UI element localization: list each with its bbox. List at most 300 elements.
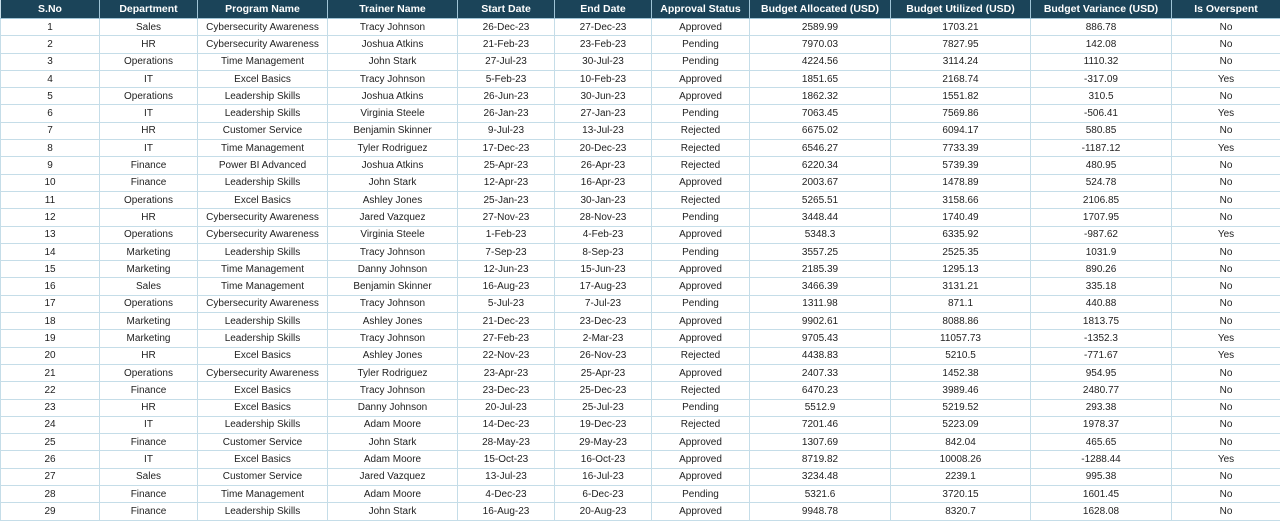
approval-status-cell[interactable]: Rejected (652, 140, 750, 157)
budget-allocated-cell[interactable]: 4438.83 (750, 347, 891, 364)
program-name-cell[interactable]: Excel Basics (198, 451, 328, 468)
approval-status-cell[interactable]: Rejected (652, 122, 750, 139)
column-header-sno[interactable]: S.No (1, 0, 100, 19)
program-name-cell[interactable]: Time Management (198, 261, 328, 278)
column-header-start-date[interactable]: Start Date (458, 0, 555, 19)
budget-allocated-cell[interactable]: 2589.99 (750, 19, 891, 36)
approval-status-cell[interactable]: Pending (652, 243, 750, 260)
trainer-name-cell[interactable]: John Stark (328, 53, 458, 70)
end-date-cell[interactable]: 7-Jul-23 (555, 295, 652, 312)
budget-utilized-cell[interactable]: 2168.74 (891, 70, 1031, 87)
is-overspent-cell[interactable]: No (1172, 243, 1280, 260)
column-header-budget-allocated[interactable]: Budget Allocated (USD) (750, 0, 891, 19)
trainer-name-cell[interactable]: Tyler Rodriguez (328, 140, 458, 157)
budget-utilized-cell[interactable]: 6094.17 (891, 122, 1031, 139)
trainer-name-cell[interactable]: Benjamin Skinner (328, 122, 458, 139)
end-date-cell[interactable]: 29-May-23 (555, 434, 652, 451)
column-header-budget-utilized[interactable]: Budget Utilized (USD) (891, 0, 1031, 19)
budget-utilized-cell[interactable]: 11057.73 (891, 330, 1031, 347)
sno-cell[interactable]: 22 (1, 382, 100, 399)
budget-variance-cell[interactable]: 1110.32 (1031, 53, 1172, 70)
program-name-cell[interactable]: Cybersecurity Awareness (198, 36, 328, 53)
budget-allocated-cell[interactable]: 3466.39 (750, 278, 891, 295)
approval-status-cell[interactable]: Approved (652, 434, 750, 451)
budget-variance-cell[interactable]: 1601.45 (1031, 486, 1172, 503)
budget-variance-cell[interactable]: 890.26 (1031, 261, 1172, 278)
budget-variance-cell[interactable]: 142.08 (1031, 36, 1172, 53)
program-name-cell[interactable]: Cybersecurity Awareness (198, 295, 328, 312)
budget-allocated-cell[interactable]: 6220.34 (750, 157, 891, 174)
end-date-cell[interactable]: 30-Jan-23 (555, 191, 652, 208)
budget-variance-cell[interactable]: -1352.3 (1031, 330, 1172, 347)
end-date-cell[interactable]: 25-Dec-23 (555, 382, 652, 399)
is-overspent-cell[interactable]: No (1172, 434, 1280, 451)
start-date-cell[interactable]: 1-Feb-23 (458, 226, 555, 243)
approval-status-cell[interactable]: Pending (652, 53, 750, 70)
trainer-name-cell[interactable]: Jared Vazquez (328, 468, 458, 485)
department-cell[interactable]: HR (100, 399, 198, 416)
program-name-cell[interactable]: Leadership Skills (198, 503, 328, 520)
budget-utilized-cell[interactable]: 1452.38 (891, 364, 1031, 381)
is-overspent-cell[interactable]: No (1172, 191, 1280, 208)
start-date-cell[interactable]: 20-Jul-23 (458, 399, 555, 416)
budget-allocated-cell[interactable]: 1851.65 (750, 70, 891, 87)
program-name-cell[interactable]: Leadership Skills (198, 330, 328, 347)
trainer-name-cell[interactable]: Joshua Atkins (328, 88, 458, 105)
budget-allocated-cell[interactable]: 5348.3 (750, 226, 891, 243)
approval-status-cell[interactable]: Approved (652, 364, 750, 381)
sno-cell[interactable]: 25 (1, 434, 100, 451)
start-date-cell[interactable]: 16-Aug-23 (458, 503, 555, 520)
trainer-name-cell[interactable]: Tracy Johnson (328, 382, 458, 399)
program-name-cell[interactable]: Excel Basics (198, 191, 328, 208)
trainer-name-cell[interactable]: Tyler Rodriguez (328, 364, 458, 381)
department-cell[interactable]: Operations (100, 364, 198, 381)
start-date-cell[interactable]: 4-Dec-23 (458, 486, 555, 503)
sno-cell[interactable]: 3 (1, 53, 100, 70)
sno-cell[interactable]: 20 (1, 347, 100, 364)
approval-status-cell[interactable]: Approved (652, 226, 750, 243)
trainer-name-cell[interactable]: Adam Moore (328, 486, 458, 503)
trainer-name-cell[interactable]: Jared Vazquez (328, 209, 458, 226)
end-date-cell[interactable]: 28-Nov-23 (555, 209, 652, 226)
department-cell[interactable]: Sales (100, 468, 198, 485)
program-name-cell[interactable]: Cybersecurity Awareness (198, 19, 328, 36)
sno-cell[interactable]: 6 (1, 105, 100, 122)
budget-variance-cell[interactable]: 293.38 (1031, 399, 1172, 416)
budget-allocated-cell[interactable]: 9902.61 (750, 313, 891, 330)
end-date-cell[interactable]: 15-Jun-23 (555, 261, 652, 278)
budget-variance-cell[interactable]: -317.09 (1031, 70, 1172, 87)
start-date-cell[interactable]: 5-Jul-23 (458, 295, 555, 312)
department-cell[interactable]: Operations (100, 295, 198, 312)
end-date-cell[interactable]: 8-Sep-23 (555, 243, 652, 260)
is-overspent-cell[interactable]: Yes (1172, 347, 1280, 364)
budget-variance-cell[interactable]: 2106.85 (1031, 191, 1172, 208)
program-name-cell[interactable]: Time Management (198, 53, 328, 70)
program-name-cell[interactable]: Leadership Skills (198, 105, 328, 122)
budget-variance-cell[interactable]: 2480.77 (1031, 382, 1172, 399)
budget-utilized-cell[interactable]: 1551.82 (891, 88, 1031, 105)
department-cell[interactable]: IT (100, 451, 198, 468)
start-date-cell[interactable]: 26-Jan-23 (458, 105, 555, 122)
budget-utilized-cell[interactable]: 3114.24 (891, 53, 1031, 70)
budget-variance-cell[interactable]: 1813.75 (1031, 313, 1172, 330)
is-overspent-cell[interactable]: No (1172, 278, 1280, 295)
budget-utilized-cell[interactable]: 2525.35 (891, 243, 1031, 260)
budget-allocated-cell[interactable]: 6675.02 (750, 122, 891, 139)
program-name-cell[interactable]: Leadership Skills (198, 88, 328, 105)
approval-status-cell[interactable]: Pending (652, 209, 750, 226)
budget-variance-cell[interactable]: 465.65 (1031, 434, 1172, 451)
column-header-budget-variance[interactable]: Budget Variance (USD) (1031, 0, 1172, 19)
budget-variance-cell[interactable]: 524.78 (1031, 174, 1172, 191)
approval-status-cell[interactable]: Approved (652, 330, 750, 347)
sno-cell[interactable]: 9 (1, 157, 100, 174)
trainer-name-cell[interactable]: Danny Johnson (328, 261, 458, 278)
budget-variance-cell[interactable]: 480.95 (1031, 157, 1172, 174)
column-header-program-name[interactable]: Program Name (198, 0, 328, 19)
end-date-cell[interactable]: 20-Dec-23 (555, 140, 652, 157)
end-date-cell[interactable]: 16-Oct-23 (555, 451, 652, 468)
budget-allocated-cell[interactable]: 1311.98 (750, 295, 891, 312)
start-date-cell[interactable]: 27-Jul-23 (458, 53, 555, 70)
approval-status-cell[interactable]: Pending (652, 36, 750, 53)
approval-status-cell[interactable]: Pending (652, 486, 750, 503)
department-cell[interactable]: Marketing (100, 330, 198, 347)
budget-allocated-cell[interactable]: 1307.69 (750, 434, 891, 451)
budget-utilized-cell[interactable]: 6335.92 (891, 226, 1031, 243)
trainer-name-cell[interactable]: Benjamin Skinner (328, 278, 458, 295)
is-overspent-cell[interactable]: No (1172, 53, 1280, 70)
budget-utilized-cell[interactable]: 8088.86 (891, 313, 1031, 330)
budget-allocated-cell[interactable]: 9705.43 (750, 330, 891, 347)
sno-cell[interactable]: 26 (1, 451, 100, 468)
budget-utilized-cell[interactable]: 1478.89 (891, 174, 1031, 191)
is-overspent-cell[interactable]: No (1172, 261, 1280, 278)
department-cell[interactable]: Marketing (100, 261, 198, 278)
start-date-cell[interactable]: 13-Jul-23 (458, 468, 555, 485)
end-date-cell[interactable]: 25-Jul-23 (555, 399, 652, 416)
budget-utilized-cell[interactable]: 3131.21 (891, 278, 1031, 295)
trainer-name-cell[interactable]: Tracy Johnson (328, 70, 458, 87)
sno-cell[interactable]: 5 (1, 88, 100, 105)
end-date-cell[interactable]: 26-Apr-23 (555, 157, 652, 174)
approval-status-cell[interactable]: Approved (652, 451, 750, 468)
end-date-cell[interactable]: 20-Aug-23 (555, 503, 652, 520)
approval-status-cell[interactable]: Approved (652, 19, 750, 36)
budget-allocated-cell[interactable]: 7970.03 (750, 36, 891, 53)
is-overspent-cell[interactable]: Yes (1172, 140, 1280, 157)
program-name-cell[interactable]: Time Management (198, 278, 328, 295)
start-date-cell[interactable]: 27-Feb-23 (458, 330, 555, 347)
sno-cell[interactable]: 23 (1, 399, 100, 416)
trainer-name-cell[interactable]: Ashley Jones (328, 347, 458, 364)
budget-variance-cell[interactable]: 335.18 (1031, 278, 1172, 295)
trainer-name-cell[interactable]: Danny Johnson (328, 399, 458, 416)
end-date-cell[interactable]: 4-Feb-23 (555, 226, 652, 243)
end-date-cell[interactable]: 25-Apr-23 (555, 364, 652, 381)
budget-utilized-cell[interactable]: 7733.39 (891, 140, 1031, 157)
is-overspent-cell[interactable]: No (1172, 174, 1280, 191)
budget-variance-cell[interactable]: -506.41 (1031, 105, 1172, 122)
program-name-cell[interactable]: Cybersecurity Awareness (198, 226, 328, 243)
budget-allocated-cell[interactable]: 2407.33 (750, 364, 891, 381)
department-cell[interactable]: Finance (100, 157, 198, 174)
column-header-trainer-name[interactable]: Trainer Name (328, 0, 458, 19)
is-overspent-cell[interactable]: Yes (1172, 70, 1280, 87)
is-overspent-cell[interactable]: No (1172, 503, 1280, 520)
start-date-cell[interactable]: 5-Feb-23 (458, 70, 555, 87)
department-cell[interactable]: IT (100, 140, 198, 157)
trainer-name-cell[interactable]: Tracy Johnson (328, 243, 458, 260)
is-overspent-cell[interactable]: Yes (1172, 330, 1280, 347)
trainer-name-cell[interactable]: Adam Moore (328, 416, 458, 433)
program-name-cell[interactable]: Customer Service (198, 468, 328, 485)
budget-utilized-cell[interactable]: 7827.95 (891, 36, 1031, 53)
approval-status-cell[interactable]: Pending (652, 399, 750, 416)
budget-allocated-cell[interactable]: 1862.32 (750, 88, 891, 105)
start-date-cell[interactable]: 28-May-23 (458, 434, 555, 451)
program-name-cell[interactable]: Excel Basics (198, 382, 328, 399)
budget-utilized-cell[interactable]: 842.04 (891, 434, 1031, 451)
budget-variance-cell[interactable]: -987.62 (1031, 226, 1172, 243)
approval-status-cell[interactable]: Rejected (652, 347, 750, 364)
approval-status-cell[interactable]: Approved (652, 88, 750, 105)
end-date-cell[interactable]: 13-Jul-23 (555, 122, 652, 139)
start-date-cell[interactable]: 25-Apr-23 (458, 157, 555, 174)
budget-utilized-cell[interactable]: 1295.13 (891, 261, 1031, 278)
is-overspent-cell[interactable]: No (1172, 382, 1280, 399)
department-cell[interactable]: Finance (100, 434, 198, 451)
start-date-cell[interactable]: 12-Apr-23 (458, 174, 555, 191)
is-overspent-cell[interactable]: Yes (1172, 105, 1280, 122)
department-cell[interactable]: HR (100, 209, 198, 226)
trainer-name-cell[interactable]: John Stark (328, 434, 458, 451)
start-date-cell[interactable]: 27-Nov-23 (458, 209, 555, 226)
column-header-end-date[interactable]: End Date (555, 0, 652, 19)
start-date-cell[interactable]: 16-Aug-23 (458, 278, 555, 295)
program-name-cell[interactable]: Cybersecurity Awareness (198, 209, 328, 226)
department-cell[interactable]: Finance (100, 503, 198, 520)
sno-cell[interactable]: 15 (1, 261, 100, 278)
end-date-cell[interactable]: 19-Dec-23 (555, 416, 652, 433)
is-overspent-cell[interactable]: Yes (1172, 226, 1280, 243)
budget-utilized-cell[interactable]: 3720.15 (891, 486, 1031, 503)
is-overspent-cell[interactable]: No (1172, 209, 1280, 226)
department-cell[interactable]: Marketing (100, 313, 198, 330)
department-cell[interactable]: Sales (100, 19, 198, 36)
budget-allocated-cell[interactable]: 2185.39 (750, 261, 891, 278)
start-date-cell[interactable]: 7-Sep-23 (458, 243, 555, 260)
trainer-name-cell[interactable]: Ashley Jones (328, 191, 458, 208)
trainer-name-cell[interactable]: John Stark (328, 503, 458, 520)
approval-status-cell[interactable]: Approved (652, 313, 750, 330)
budget-variance-cell[interactable]: -1288.44 (1031, 451, 1172, 468)
end-date-cell[interactable]: 30-Jul-23 (555, 53, 652, 70)
program-name-cell[interactable]: Time Management (198, 140, 328, 157)
department-cell[interactable]: Operations (100, 53, 198, 70)
department-cell[interactable]: Operations (100, 88, 198, 105)
budget-allocated-cell[interactable]: 3448.44 (750, 209, 891, 226)
is-overspent-cell[interactable]: No (1172, 36, 1280, 53)
end-date-cell[interactable]: 16-Apr-23 (555, 174, 652, 191)
budget-utilized-cell[interactable]: 2239.1 (891, 468, 1031, 485)
trainer-name-cell[interactable]: Tracy Johnson (328, 19, 458, 36)
department-cell[interactable]: IT (100, 416, 198, 433)
sno-cell[interactable]: 24 (1, 416, 100, 433)
sno-cell[interactable]: 17 (1, 295, 100, 312)
budget-utilized-cell[interactable]: 5219.52 (891, 399, 1031, 416)
budget-utilized-cell[interactable]: 5739.39 (891, 157, 1031, 174)
is-overspent-cell[interactable]: No (1172, 399, 1280, 416)
trainer-name-cell[interactable]: John Stark (328, 174, 458, 191)
end-date-cell[interactable]: 27-Dec-23 (555, 19, 652, 36)
start-date-cell[interactable]: 23-Apr-23 (458, 364, 555, 381)
budget-variance-cell[interactable]: 886.78 (1031, 19, 1172, 36)
budget-allocated-cell[interactable]: 8719.82 (750, 451, 891, 468)
budget-variance-cell[interactable]: 1031.9 (1031, 243, 1172, 260)
budget-allocated-cell[interactable]: 6470.23 (750, 382, 891, 399)
trainer-name-cell[interactable]: Tracy Johnson (328, 295, 458, 312)
department-cell[interactable]: IT (100, 70, 198, 87)
department-cell[interactable]: HR (100, 122, 198, 139)
start-date-cell[interactable]: 25-Jan-23 (458, 191, 555, 208)
is-overspent-cell[interactable]: No (1172, 468, 1280, 485)
budget-utilized-cell[interactable]: 1703.21 (891, 19, 1031, 36)
sno-cell[interactable]: 13 (1, 226, 100, 243)
approval-status-cell[interactable]: Approved (652, 70, 750, 87)
approval-status-cell[interactable]: Approved (652, 468, 750, 485)
column-header-approval-status[interactable]: Approval Status (652, 0, 750, 19)
department-cell[interactable]: HR (100, 347, 198, 364)
budget-variance-cell[interactable]: 580.85 (1031, 122, 1172, 139)
end-date-cell[interactable]: 23-Dec-23 (555, 313, 652, 330)
trainer-name-cell[interactable]: Joshua Atkins (328, 36, 458, 53)
end-date-cell[interactable]: 23-Feb-23 (555, 36, 652, 53)
approval-status-cell[interactable]: Rejected (652, 157, 750, 174)
end-date-cell[interactable]: 26-Nov-23 (555, 347, 652, 364)
budget-variance-cell[interactable]: 954.95 (1031, 364, 1172, 381)
budget-variance-cell[interactable]: 1707.95 (1031, 209, 1172, 226)
end-date-cell[interactable]: 16-Jul-23 (555, 468, 652, 485)
sno-cell[interactable]: 19 (1, 330, 100, 347)
department-cell[interactable]: Marketing (100, 243, 198, 260)
program-name-cell[interactable]: Cybersecurity Awareness (198, 364, 328, 381)
budget-utilized-cell[interactable]: 3989.46 (891, 382, 1031, 399)
budget-variance-cell[interactable]: 310.5 (1031, 88, 1172, 105)
budget-utilized-cell[interactable]: 871.1 (891, 295, 1031, 312)
start-date-cell[interactable]: 26-Jun-23 (458, 88, 555, 105)
end-date-cell[interactable]: 10-Feb-23 (555, 70, 652, 87)
sno-cell[interactable]: 27 (1, 468, 100, 485)
program-name-cell[interactable]: Leadership Skills (198, 416, 328, 433)
start-date-cell[interactable]: 15-Oct-23 (458, 451, 555, 468)
program-name-cell[interactable]: Customer Service (198, 122, 328, 139)
column-header-department[interactable]: Department (100, 0, 198, 19)
budget-variance-cell[interactable]: 995.38 (1031, 468, 1172, 485)
end-date-cell[interactable]: 27-Jan-23 (555, 105, 652, 122)
start-date-cell[interactable]: 26-Dec-23 (458, 19, 555, 36)
program-name-cell[interactable]: Excel Basics (198, 399, 328, 416)
trainer-name-cell[interactable]: Adam Moore (328, 451, 458, 468)
budget-utilized-cell[interactable]: 5223.09 (891, 416, 1031, 433)
budget-allocated-cell[interactable]: 9948.78 (750, 503, 891, 520)
start-date-cell[interactable]: 21-Dec-23 (458, 313, 555, 330)
trainer-name-cell[interactable]: Ashley Jones (328, 313, 458, 330)
program-name-cell[interactable]: Leadership Skills (198, 313, 328, 330)
department-cell[interactable]: Sales (100, 278, 198, 295)
sno-cell[interactable]: 10 (1, 174, 100, 191)
budget-variance-cell[interactable]: 1628.08 (1031, 503, 1172, 520)
is-overspent-cell[interactable]: No (1172, 313, 1280, 330)
sno-cell[interactable]: 28 (1, 486, 100, 503)
budget-allocated-cell[interactable]: 5512.9 (750, 399, 891, 416)
budget-variance-cell[interactable]: 440.88 (1031, 295, 1172, 312)
start-date-cell[interactable]: 22-Nov-23 (458, 347, 555, 364)
approval-status-cell[interactable]: Pending (652, 295, 750, 312)
start-date-cell[interactable]: 12-Jun-23 (458, 261, 555, 278)
program-name-cell[interactable]: Excel Basics (198, 347, 328, 364)
end-date-cell[interactable]: 17-Aug-23 (555, 278, 652, 295)
budget-allocated-cell[interactable]: 7063.45 (750, 105, 891, 122)
budget-allocated-cell[interactable]: 3234.48 (750, 468, 891, 485)
department-cell[interactable]: IT (100, 105, 198, 122)
is-overspent-cell[interactable]: No (1172, 364, 1280, 381)
program-name-cell[interactable]: Leadership Skills (198, 243, 328, 260)
sno-cell[interactable]: 21 (1, 364, 100, 381)
end-date-cell[interactable]: 2-Mar-23 (555, 330, 652, 347)
is-overspent-cell[interactable]: Yes (1172, 451, 1280, 468)
department-cell[interactable]: HR (100, 36, 198, 53)
approval-status-cell[interactable]: Pending (652, 105, 750, 122)
trainer-name-cell[interactable]: Virginia Steele (328, 226, 458, 243)
sno-cell[interactable]: 11 (1, 191, 100, 208)
department-cell[interactable]: Operations (100, 191, 198, 208)
budget-utilized-cell[interactable]: 8320.7 (891, 503, 1031, 520)
program-name-cell[interactable]: Leadership Skills (198, 174, 328, 191)
sno-cell[interactable]: 12 (1, 209, 100, 226)
budget-allocated-cell[interactable]: 7201.46 (750, 416, 891, 433)
program-name-cell[interactable]: Power BI Advanced (198, 157, 328, 174)
budget-variance-cell[interactable]: 1978.37 (1031, 416, 1172, 433)
department-cell[interactable]: Finance (100, 486, 198, 503)
trainer-name-cell[interactable]: Virginia Steele (328, 105, 458, 122)
department-cell[interactable]: Finance (100, 382, 198, 399)
sno-cell[interactable]: 1 (1, 19, 100, 36)
trainer-name-cell[interactable]: Tracy Johnson (328, 330, 458, 347)
department-cell[interactable]: Operations (100, 226, 198, 243)
sno-cell[interactable]: 16 (1, 278, 100, 295)
start-date-cell[interactable]: 17-Dec-23 (458, 140, 555, 157)
department-cell[interactable]: Finance (100, 174, 198, 191)
end-date-cell[interactable]: 30-Jun-23 (555, 88, 652, 105)
program-name-cell[interactable]: Customer Service (198, 434, 328, 451)
budget-utilized-cell[interactable]: 10008.26 (891, 451, 1031, 468)
budget-allocated-cell[interactable]: 3557.25 (750, 243, 891, 260)
end-date-cell[interactable]: 6-Dec-23 (555, 486, 652, 503)
budget-utilized-cell[interactable]: 3158.66 (891, 191, 1031, 208)
approval-status-cell[interactable]: Approved (652, 278, 750, 295)
is-overspent-cell[interactable]: No (1172, 88, 1280, 105)
budget-utilized-cell[interactable]: 5210.5 (891, 347, 1031, 364)
approval-status-cell[interactable]: Approved (652, 174, 750, 191)
approval-status-cell[interactable]: Rejected (652, 416, 750, 433)
budget-variance-cell[interactable]: -771.67 (1031, 347, 1172, 364)
is-overspent-cell[interactable]: No (1172, 19, 1280, 36)
is-overspent-cell[interactable]: No (1172, 157, 1280, 174)
start-date-cell[interactable]: 21-Feb-23 (458, 36, 555, 53)
